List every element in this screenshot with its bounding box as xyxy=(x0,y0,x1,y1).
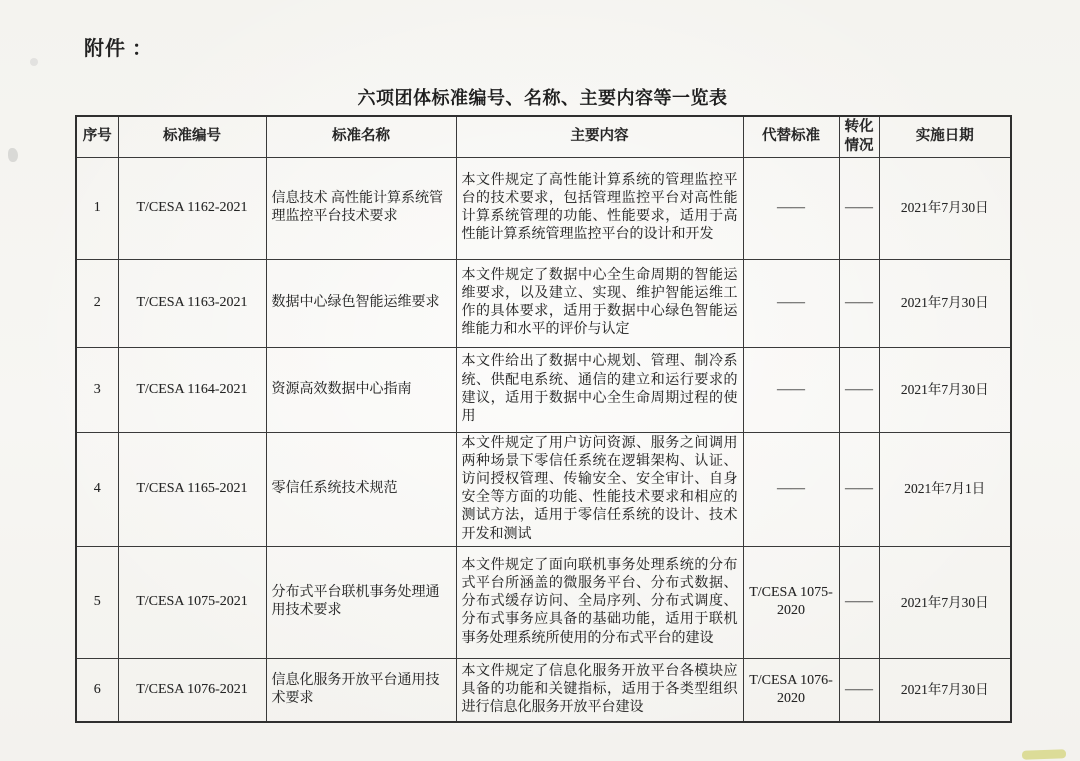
scan-artifact xyxy=(8,148,18,162)
cell-seq: 1 xyxy=(76,157,118,259)
cell-name: 分布式平台联机事务处理通用技术要求 xyxy=(266,546,456,658)
cell-content: 本文件规定了用户访问资源、服务之间调用两种场景下零信任系统在逻辑架构、认证、访问授权管理、传输安全、安全审计、自身安全等方面的功能、性能技术要求和相应的测试方法，适用于零信任系统的设计、技术开发和测试 xyxy=(456,432,743,546)
cell-seq: 3 xyxy=(76,347,118,432)
cell-content: 本文件规定了高性能计算系统的管理监控平台的技术要求，包括管理监控平台对高性能计算系统管理的功能、性能要求，适用于高性能计算系统管理监控平台的设计和开发 xyxy=(456,157,743,259)
cell-conversion: —— xyxy=(839,157,879,259)
column-header-seq: 序号 xyxy=(76,116,118,157)
page-title: 六项团体标准编号、名称、主要内容等一览表 xyxy=(357,88,728,108)
cell-seq: 2 xyxy=(76,259,118,347)
cell-content: 本文件给出了数据中心规划、管理、制冷系统、供配电系统、通信的建立和运行要求的建议，适用于数据中心全生命周期过程的使用 xyxy=(456,347,743,432)
column-header-conversion: 转化情况 xyxy=(839,116,879,157)
column-header-replaces: 代替标准 xyxy=(743,116,839,157)
table-row xyxy=(76,347,1011,432)
cell-replaces: —— xyxy=(743,432,839,546)
scan-artifact xyxy=(1022,749,1066,760)
cell-replaces: —— xyxy=(743,259,839,347)
cell-date: 2021年7月30日 xyxy=(879,658,1011,722)
column-header-content: 主要内容 xyxy=(456,116,743,157)
cell-conversion: —— xyxy=(839,347,879,432)
cell-code: T/CESA 1164-2021 xyxy=(118,347,266,432)
cell-seq: 6 xyxy=(76,658,118,722)
cell-seq: 5 xyxy=(76,546,118,658)
cell-name: 资源高效数据中心指南 xyxy=(266,347,456,432)
cell-name: 零信任系统技术规范 xyxy=(266,432,456,546)
cell-code: T/CESA 1076-2021 xyxy=(118,658,266,722)
cell-name: 信息技术 高性能计算系统管理监控平台技术要求 xyxy=(266,157,456,259)
cell-code: T/CESA 1165-2021 xyxy=(118,432,266,546)
cell-date: 2021年7月1日 xyxy=(879,432,1011,546)
cell-conversion: —— xyxy=(839,658,879,722)
scan-artifact xyxy=(30,58,38,66)
cell-content: 本文件规定了数据中心全生命周期的智能运维要求，以及建立、实现、维护智能运维工作的具体要求，适用于数据中心绿色智能运维能力和水平的评价与认定 xyxy=(456,259,743,347)
cell-replaces: —— xyxy=(743,157,839,259)
cell-replaces: T/CESA 1075-2020 xyxy=(743,546,839,658)
cell-code: T/CESA 1075-2021 xyxy=(118,546,266,658)
table-row xyxy=(76,432,1011,546)
table-row xyxy=(76,658,1011,722)
cell-replaces: T/CESA 1076-2020 xyxy=(743,658,839,722)
cell-code: T/CESA 1163-2021 xyxy=(118,259,266,347)
cell-conversion: —— xyxy=(839,259,879,347)
cell-seq: 4 xyxy=(76,432,118,546)
cell-name: 信息化服务开放平台通用技术要求 xyxy=(266,658,456,722)
cell-replaces: —— xyxy=(743,347,839,432)
cell-conversion: —— xyxy=(839,546,879,658)
cell-content: 本文件规定了信息化服务开放平台各模块应具备的功能和关键指标，适用于各类型组织进行信息化服务开放平台建设 xyxy=(456,658,743,722)
table-header-row xyxy=(76,116,1011,157)
column-header-code: 标准编号 xyxy=(118,116,266,157)
cell-conversion: —— xyxy=(839,432,879,546)
table-header xyxy=(76,116,1011,157)
attachment-label: 附件 ： xyxy=(84,38,153,60)
cell-date: 2021年7月30日 xyxy=(879,347,1011,432)
cell-date: 2021年7月30日 xyxy=(879,259,1011,347)
cell-content: 本文件规定了面向联机事务处理系统的分布式平台所涵盖的微服务平台、分布式数据、分布式缓存访问、全局序列、分布式调度、分布式事务应具备的基础功能，适用于联机事务处理系统所使用的分布式平台的建设 xyxy=(456,546,743,658)
cell-date: 2021年7月30日 xyxy=(879,157,1011,259)
column-header-date: 实施日期 xyxy=(879,116,1011,157)
table-body xyxy=(76,157,1011,722)
cell-name: 数据中心绿色智能运维要求 xyxy=(266,259,456,347)
table-row xyxy=(76,546,1011,658)
column-header-name: 标准名称 xyxy=(266,116,456,157)
standards-table xyxy=(75,115,1012,723)
table-row xyxy=(76,157,1011,259)
table-row xyxy=(76,259,1011,347)
cell-date: 2021年7月30日 xyxy=(879,546,1011,658)
cell-code: T/CESA 1162-2021 xyxy=(118,157,266,259)
